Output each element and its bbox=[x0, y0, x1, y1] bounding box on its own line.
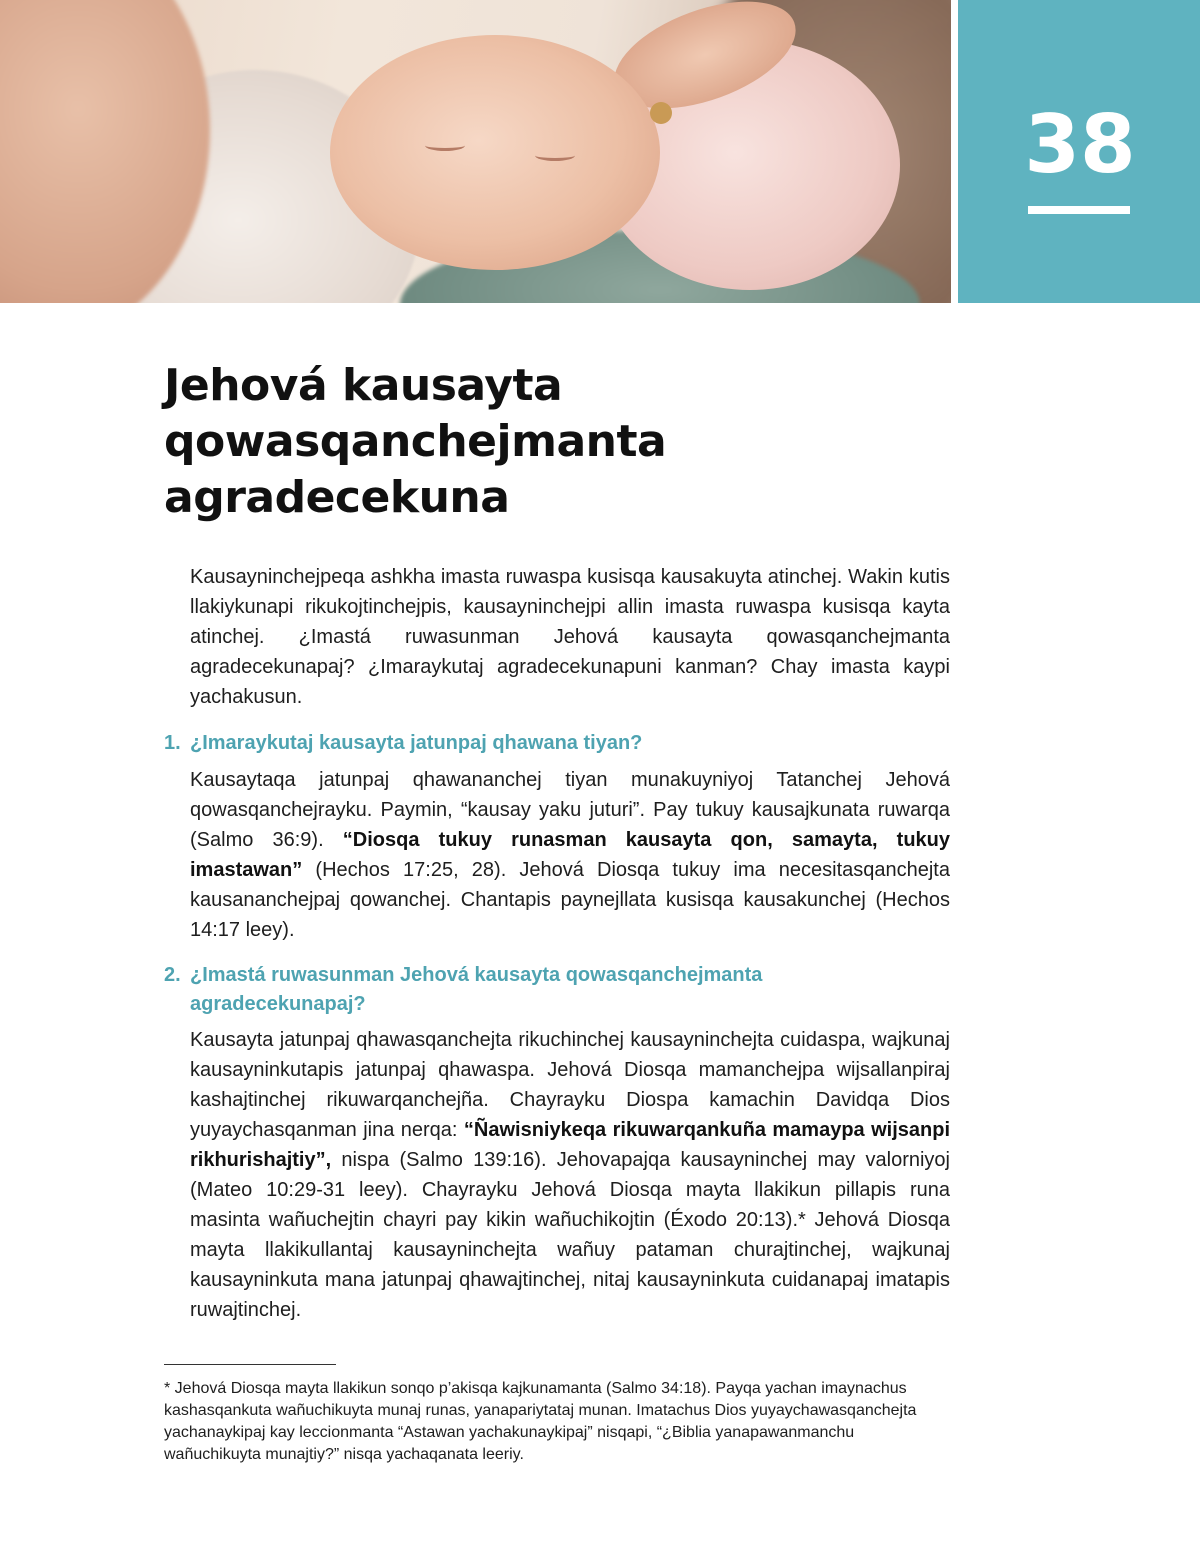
question-2 bbox=[164, 961, 924, 1019]
question-text: ¿Imastá ruwasunman Jehová kausayta qowasqanchejmanta agradecekunapaj? bbox=[190, 964, 763, 1015]
body-text: (Hechos 17:25, 28). Jehová Diosqa tukuy ima necesitasqanchejta kausananchejpaj qowanchej. Chantapis paynejllata kusisqa kausakunchej (Hechos 14:17 leey). bbox=[190, 859, 950, 941]
question-1 bbox=[164, 729, 924, 758]
baby-head bbox=[330, 35, 660, 270]
bible-quote: “Diosqa tukuy runasman kausayta qon, samayta, tukuy imastawan” bbox=[190, 829, 950, 881]
question-1-body bbox=[190, 765, 950, 945]
question-text: ¿Imaraykutaj kausayta jatunpaj qhawana tiyan? bbox=[190, 732, 643, 754]
question-number: 1. bbox=[164, 732, 181, 754]
page-title: Jehová kausayta qowasqanchejmanta agradecekuna bbox=[164, 360, 667, 523]
bible-quote: “Ñawisniykeqa rikuwarqankuña mamaypa wijsanpi rikhurishajtiy”, bbox=[190, 1119, 951, 1171]
question-number: 2. bbox=[164, 964, 181, 986]
body-text: Kausaytaqa jatunpaj qhawananchej tiyan munakuyniyoj Tatanchej Jehová qowasqanchejrayku. Paymin, “kausay yaku juturi”. Pay tukuy kausajkunata ruwarqa (Salmo 36:9). bbox=[190, 769, 950, 851]
intro-paragraph: Kausayninchejpeqa ashkha imasta ruwaspa kusisqa kausakuyta atinchej. Wakin kutis llakiykunapi rikukojtinchejpis, kausayninchejpi allin imasta ruwaspa kusisqa kayta atinchej. ¿Imastá ruwasunman Jehová kausayta qowasqanchejmanta agradecekunapaj? ¿Imaraykutaj agradecekunapuni kanman? Chay imasta kaypi yachakusun. bbox=[190, 566, 950, 708]
baby-eye bbox=[425, 140, 465, 151]
hero-photo bbox=[0, 0, 951, 303]
footnote: * Jehová Diosqa mayta llakikun sonqo p’akisqa kajkunamanta (Salmo 34:18). Payqa yachan imaynachus kashasqankuta wañuchikuyta munaj runas, yanapariytataj munan. Imatachus Dios yuyaychawasqanchejta yachanaykipaj kay leccionmanta “Astawan yachakunaykipaj” nisqapi, “¿Biblia yanapawanmanchu wañuchikuyta munajtiy?” nisqa yachaqanata leeriy. bbox=[164, 1380, 917, 1463]
body-text: nispa (Salmo 139:16). Jehovapajqa kausayninchej may valorniyoj (Mateo 10:29-31 leey). Chayrayku Jehová Diosqa mayta llakikun pillapis runa masinta wañuchejtin chayri pay kikin wañuchikojtin (Éxodo 20:13).* Jehová Diosqa mayta llakikullantaj kausayninchejta wañuy pataman churajtinchej, wajkunaj kausayninkuta mana jatunpaj qhawajtinchej, nitaj kausayninkuta cuidanapaj imatapis ruwajtinchej. bbox=[190, 1149, 950, 1321]
onesie-button bbox=[650, 102, 672, 124]
chapter-number: 38 bbox=[1024, 98, 1136, 191]
body-text: Kausayta jatunpaj qhawasqanchejta rikuchinchej kausayninchejta cuidaspa, wajkunaj kausayninkutapis jatunpaj qhawaspa. Jehová Diosqa mamanchejpa wijsallanpiraj kashajtinchej rikuwarqanchejña. Chayrayku Diospa kamachin Davidqa Dios yuyaychasqanman jina nerqa: bbox=[190, 1029, 950, 1141]
chapter-underline bbox=[1028, 206, 1130, 214]
question-2-body bbox=[190, 1025, 950, 1325]
baby-eye bbox=[535, 150, 575, 161]
footnote-divider bbox=[164, 1364, 336, 1365]
